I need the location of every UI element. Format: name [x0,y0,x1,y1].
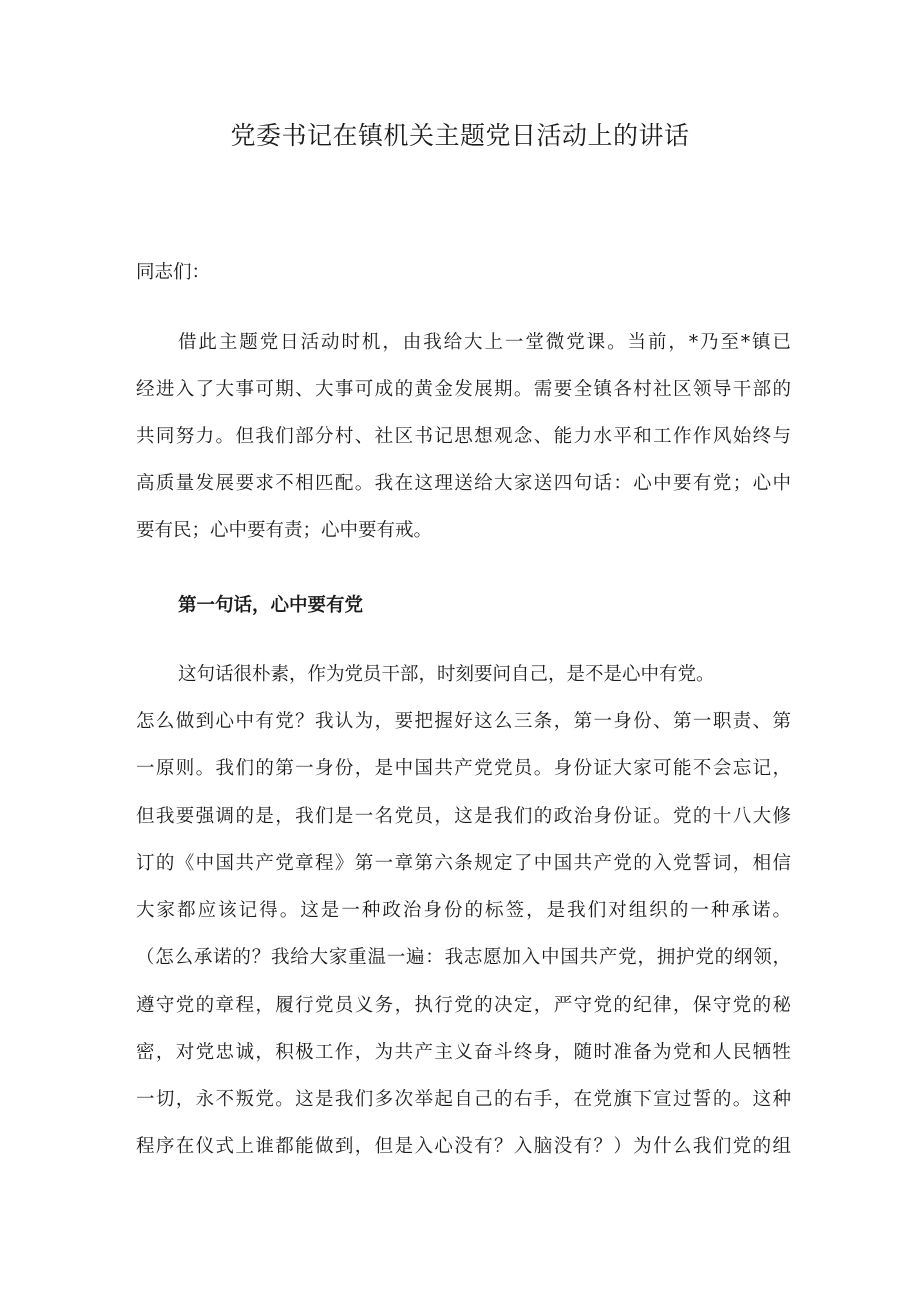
paragraph-line: 密，对党忠诚，积极工作，为共产主义奋斗终身，随时准备为党和人民牺牲 [136,1042,791,1063]
paragraph-line: 一切，永不叛党。这是我们多次举起自己的右手，在党旗下宣过誓的。这种 [136,1089,791,1110]
paragraph-line: （怎么承诺的？我给大家重温一遍：我志愿加入中国共产党，拥护党的纲领， [136,947,791,968]
paragraph-line: 高质量发展要求不相匹配。我在这理送给大家送四句话：心中要有党；心中 [136,473,791,494]
paragraph-line: 订的《中国共产党章程》第一章第六条规定了中国共产党的入党誓词，相信 [136,853,791,874]
paragraph-line: 要有民；心中要有责；心中要有戒。 [136,520,433,541]
paragraph-line: 程序在仪式上谁都能做到，但是入心没有？入脑没有？）为什么我们党的组 [136,1136,791,1157]
paragraph-line: 大家都应该记得。这是一种政治身份的标签，是我们对组织的一种承诺。 [136,900,791,921]
paragraph-line: 这句话很朴素，作为党员干部，时刻要问自己，是不是心中有党。 [178,664,715,685]
paragraph-line: 一原则。我们的第一身份，是中国共产党党员。身份证大家可能不会忘记， [136,758,791,779]
paragraph-line: 怎么做到心中有党？我认为，要把握好这么三条，第一身份、第一职责、第 [136,711,791,732]
document-title: 党委书记在镇机关主题党日活动上的讲话 [230,121,690,150]
paragraph-line: 但我要强调的是，我们是一名党员，这是我们的政治身份证。党的十八大修 [136,806,791,827]
paragraph-line: 共同努力。但我们部分村、社区书记思想观念、能力水平和工作作风始终与 [136,426,791,447]
paragraph-line: 经进入了大事可期、大事可成的黄金发展期。需要全镇各村社区领导干部的 [136,379,791,400]
paragraph-line: 遵守党的章程，履行党员义务，执行党的决定，严守党的纪律，保守党的秘 [136,995,791,1016]
section-heading: 第一句话，心中要有党 [178,595,364,616]
greeting: 同志们： [136,262,211,283]
paragraph-line: 借此主题党日活动时机，由我给大上一堂微党课。当前，*乃至*镇已 [178,332,791,353]
